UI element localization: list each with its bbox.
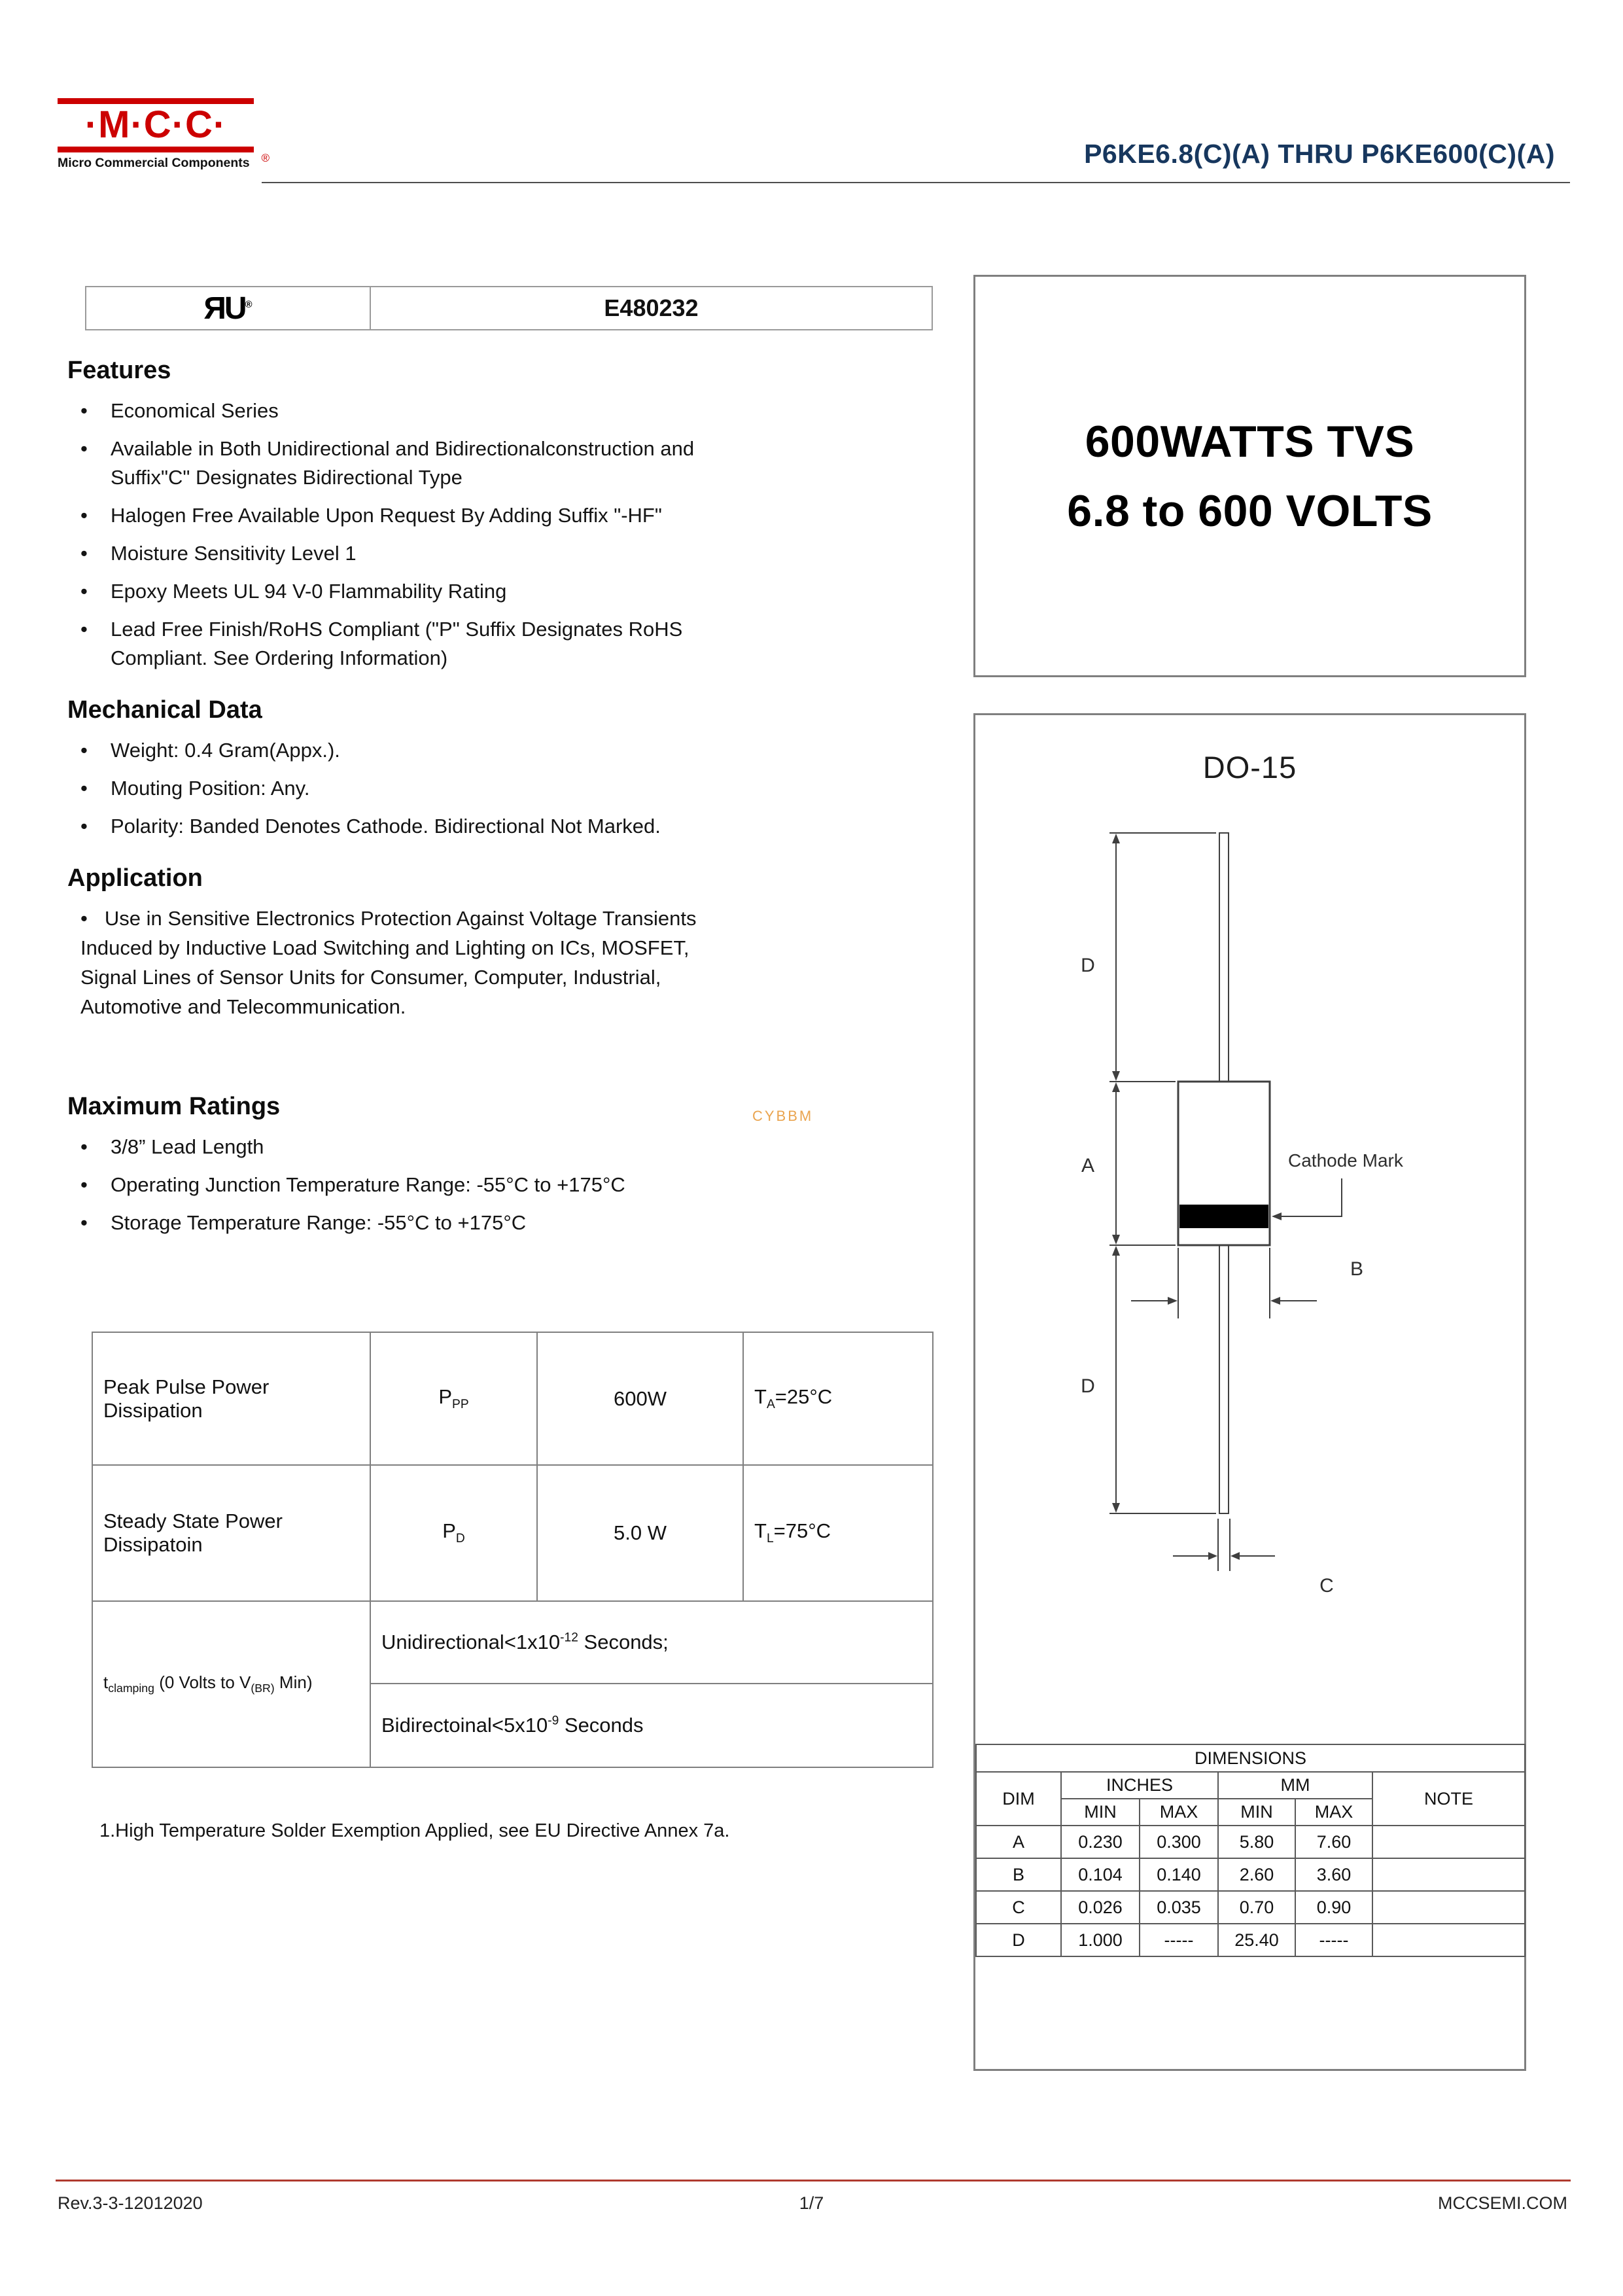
package-name: DO-15 xyxy=(1202,750,1297,785)
logo-subtext: Micro Commercial Components xyxy=(58,155,250,170)
condition-cell: $T_A=25^\circ C$ xyxy=(743,1332,933,1465)
top-lead xyxy=(1219,833,1229,1083)
list-item xyxy=(77,577,942,606)
bullet-icon: • xyxy=(80,739,88,762)
param-cell: Peak Pulse Power Dissipation xyxy=(92,1332,370,1465)
bullet-icon: • xyxy=(80,542,88,565)
mechanical-data-heading: Mechanical Data xyxy=(67,696,262,724)
dim-cell: D xyxy=(976,1924,1061,1956)
list-item xyxy=(77,1171,942,1199)
mechanical-text: Mouting Position: Any. xyxy=(111,777,310,800)
bullet-icon: • xyxy=(80,815,88,838)
mm-min-cell: 5.80 xyxy=(1218,1826,1295,1858)
rating-text: 3/8” Lead Length xyxy=(111,1135,264,1158)
dim-cell: B xyxy=(976,1858,1061,1891)
header-divider xyxy=(262,182,1570,183)
feature-text: Epoxy Meets UL 94 V-0 Flammability Rating xyxy=(111,580,507,603)
col-header-max: MAX xyxy=(1140,1799,1218,1826)
mechanical-data-list xyxy=(62,736,942,841)
bullet-icon: • xyxy=(80,504,88,527)
mm-min-cell: 0.70 xyxy=(1218,1891,1295,1924)
mechanical-text: Weight: 0.4 Gram(Appx.). xyxy=(111,739,340,762)
application-text: Use in Sensitive Electronics Protection Against Voltage Transients Induced by Inductive Load Switching and Lighting on ICs, MOSFET, Signal Lines of Sensor Units for Consumer, Computer, Industrial, Automotive and Telecommunication. xyxy=(80,907,697,1018)
bottom-lead xyxy=(1219,1244,1229,1513)
inch-max-cell: 0.035 xyxy=(1140,1891,1218,1924)
table-row xyxy=(976,1826,1525,1858)
dim-label-a: A xyxy=(1081,1155,1095,1176)
dim-label-c: C xyxy=(1319,1575,1334,1597)
list-item xyxy=(77,1209,942,1237)
footer-divider xyxy=(56,2180,1571,2181)
list-item xyxy=(77,812,942,841)
col-header-inches: INCHES xyxy=(1061,1772,1218,1799)
col-header-mm: MM xyxy=(1218,1772,1372,1799)
feature-text: Available in Both Unidirectional and Bidirectionalconstruction and Suffix"C" Designates Bidirectional Type xyxy=(111,437,695,489)
bullet-icon: • xyxy=(80,1210,88,1234)
param-cell: Steady State Power Dissipatoin xyxy=(92,1465,370,1601)
list-item xyxy=(77,774,942,803)
inch-min-cell: 0.104 xyxy=(1061,1858,1140,1891)
bullet-icon: • xyxy=(80,777,88,800)
dimensions-title: DIMENSIONS xyxy=(976,1744,1525,1772)
list-item xyxy=(77,615,942,673)
ul-recognized-mark-icon: ЯU® xyxy=(203,291,253,326)
logo-bottom-bar xyxy=(58,147,254,152)
rating-text: Operating Junction Temperature Range: -55°C to +175°C xyxy=(111,1173,625,1196)
feature-text: Halogen Free Available Upon Request By Adding Suffix "-HF" xyxy=(111,504,662,527)
clamping-param-cell: $t_{clamping}$ (0 Volts to $V_{(BR)}$ Min) xyxy=(92,1601,370,1767)
ul-file-number: E480232 xyxy=(604,294,699,321)
inch-max-cell: ----- xyxy=(1140,1924,1218,1956)
dim-label-d-top: D xyxy=(1081,955,1095,976)
power-title-line2: 6.8 to 600 VOLTS xyxy=(1067,486,1433,536)
dim-label-b: B xyxy=(1350,1258,1364,1280)
watermark: CYBBM xyxy=(752,1108,814,1124)
power-rating-box xyxy=(973,275,1526,677)
features-list xyxy=(62,397,942,673)
mm-max-cell: ----- xyxy=(1295,1924,1372,1956)
value-cell: 5.0 W xyxy=(537,1465,743,1601)
bullet-icon: • xyxy=(80,1135,88,1158)
feature-text: Moisture Sensitivity Level 1 xyxy=(111,542,357,565)
col-header-note: NOTE xyxy=(1372,1772,1525,1826)
inch-min-cell: 1.000 xyxy=(1061,1924,1140,1956)
value-cell: 600W xyxy=(537,1332,743,1465)
mm-min-cell: 2.60 xyxy=(1218,1858,1295,1891)
bullet-icon: • xyxy=(80,1173,88,1196)
inch-min-cell: 0.230 xyxy=(1061,1826,1140,1858)
list-item xyxy=(77,736,942,765)
mcc-logo xyxy=(58,98,270,171)
symbol-cell: $P_{PP}$ xyxy=(370,1332,537,1465)
mm-max-cell: 7.60 xyxy=(1295,1826,1372,1858)
footer-website: MCCSEMI.COM xyxy=(1438,2193,1567,2213)
bullet-icon: • xyxy=(80,437,88,461)
bullet-icon: • xyxy=(80,618,88,641)
bidirectional-cell: $Bidirectoinal<5x10^{-9}$ Seconds xyxy=(370,1684,933,1767)
feature-text: Economical Series xyxy=(111,399,279,422)
mm-min-cell: 25.40 xyxy=(1218,1924,1295,1956)
maximum-ratings-list xyxy=(62,1133,942,1237)
dim-label-d-bottom: D xyxy=(1081,1375,1095,1397)
mm-max-cell: 3.60 xyxy=(1295,1858,1372,1891)
logo-text: ·M·C·C· xyxy=(84,103,227,146)
bullet-icon: • xyxy=(80,399,88,422)
application-paragraph xyxy=(80,904,738,1022)
maximum-ratings-heading: Maximum Ratings xyxy=(67,1092,281,1120)
mm-max-cell: 0.90 xyxy=(1295,1891,1372,1924)
table-row xyxy=(976,1891,1525,1924)
symbol-cell: $P_D$ xyxy=(370,1465,537,1601)
do15-package-drawing xyxy=(975,813,1524,1749)
condition-cell: $T_L=75^\circ C$ xyxy=(743,1465,933,1601)
table-row xyxy=(92,1332,933,1465)
ul-certification-box xyxy=(85,286,933,330)
dim-cell: A xyxy=(976,1826,1061,1858)
bullet-icon: • xyxy=(80,580,88,603)
list-item xyxy=(77,501,942,530)
note-cell xyxy=(1372,1858,1525,1891)
table-row xyxy=(92,1601,933,1684)
col-header-min: MIN xyxy=(1218,1799,1295,1826)
list-item xyxy=(77,539,942,568)
inch-min-cell: 0.026 xyxy=(1061,1891,1140,1924)
footer-revision: Rev.3-3-12012020 xyxy=(58,2193,203,2213)
table-row xyxy=(976,1858,1525,1891)
maximum-ratings-table xyxy=(92,1332,934,1768)
note-cell xyxy=(1372,1924,1525,1956)
features-heading: Features xyxy=(67,357,171,384)
table-row xyxy=(976,1744,1525,1772)
inch-max-cell: 0.140 xyxy=(1140,1858,1218,1891)
note-cell xyxy=(1372,1826,1525,1858)
power-title-line1: 600WATTS TVS xyxy=(1085,416,1415,467)
inch-max-cell: 0.300 xyxy=(1140,1826,1218,1858)
mechanical-text: Polarity: Banded Denotes Cathode. Bidirectional Not Marked. xyxy=(111,815,661,838)
footer-page-number: 1/7 xyxy=(799,2193,824,2213)
col-header-dim: DIM xyxy=(976,1772,1061,1826)
table-row xyxy=(92,1465,933,1601)
package-outline-box xyxy=(973,713,1526,2071)
col-header-max: MAX xyxy=(1295,1799,1372,1826)
application-heading: Application xyxy=(67,864,203,892)
dim-cell: C xyxy=(976,1891,1061,1924)
footnote: 1.High Temperature Solder Exemption Applied, see EU Directive Annex 7a. xyxy=(99,1820,730,1841)
feature-text: Lead Free Finish/RoHS Compliant ("P" Suffix Designates RoHS Compliant. See Ordering Information) xyxy=(111,618,683,670)
cathode-band xyxy=(1179,1205,1268,1228)
note-cell xyxy=(1372,1891,1525,1924)
list-item xyxy=(77,434,942,492)
rating-text: Storage Temperature Range: -55°C to +175°C xyxy=(111,1210,527,1234)
dimensions-table xyxy=(975,1744,1526,1957)
table-row xyxy=(976,1772,1525,1799)
bullet-icon: • xyxy=(80,907,88,930)
col-header-min: MIN xyxy=(1061,1799,1140,1826)
ul-logo-cell xyxy=(86,287,371,329)
registered-trademark-icon: ® xyxy=(261,152,270,164)
unidirectional-cell: $Unidirectional<1x10^{-12}$ Seconds; xyxy=(370,1601,933,1684)
part-number-title: P6KE6.8(C)(A) THRU P6KE600(C)(A) xyxy=(1084,139,1555,169)
list-item xyxy=(77,1133,942,1161)
cathode-mark-label: Cathode Mark xyxy=(1288,1150,1403,1171)
table-row xyxy=(976,1924,1525,1956)
list-item xyxy=(77,397,942,425)
